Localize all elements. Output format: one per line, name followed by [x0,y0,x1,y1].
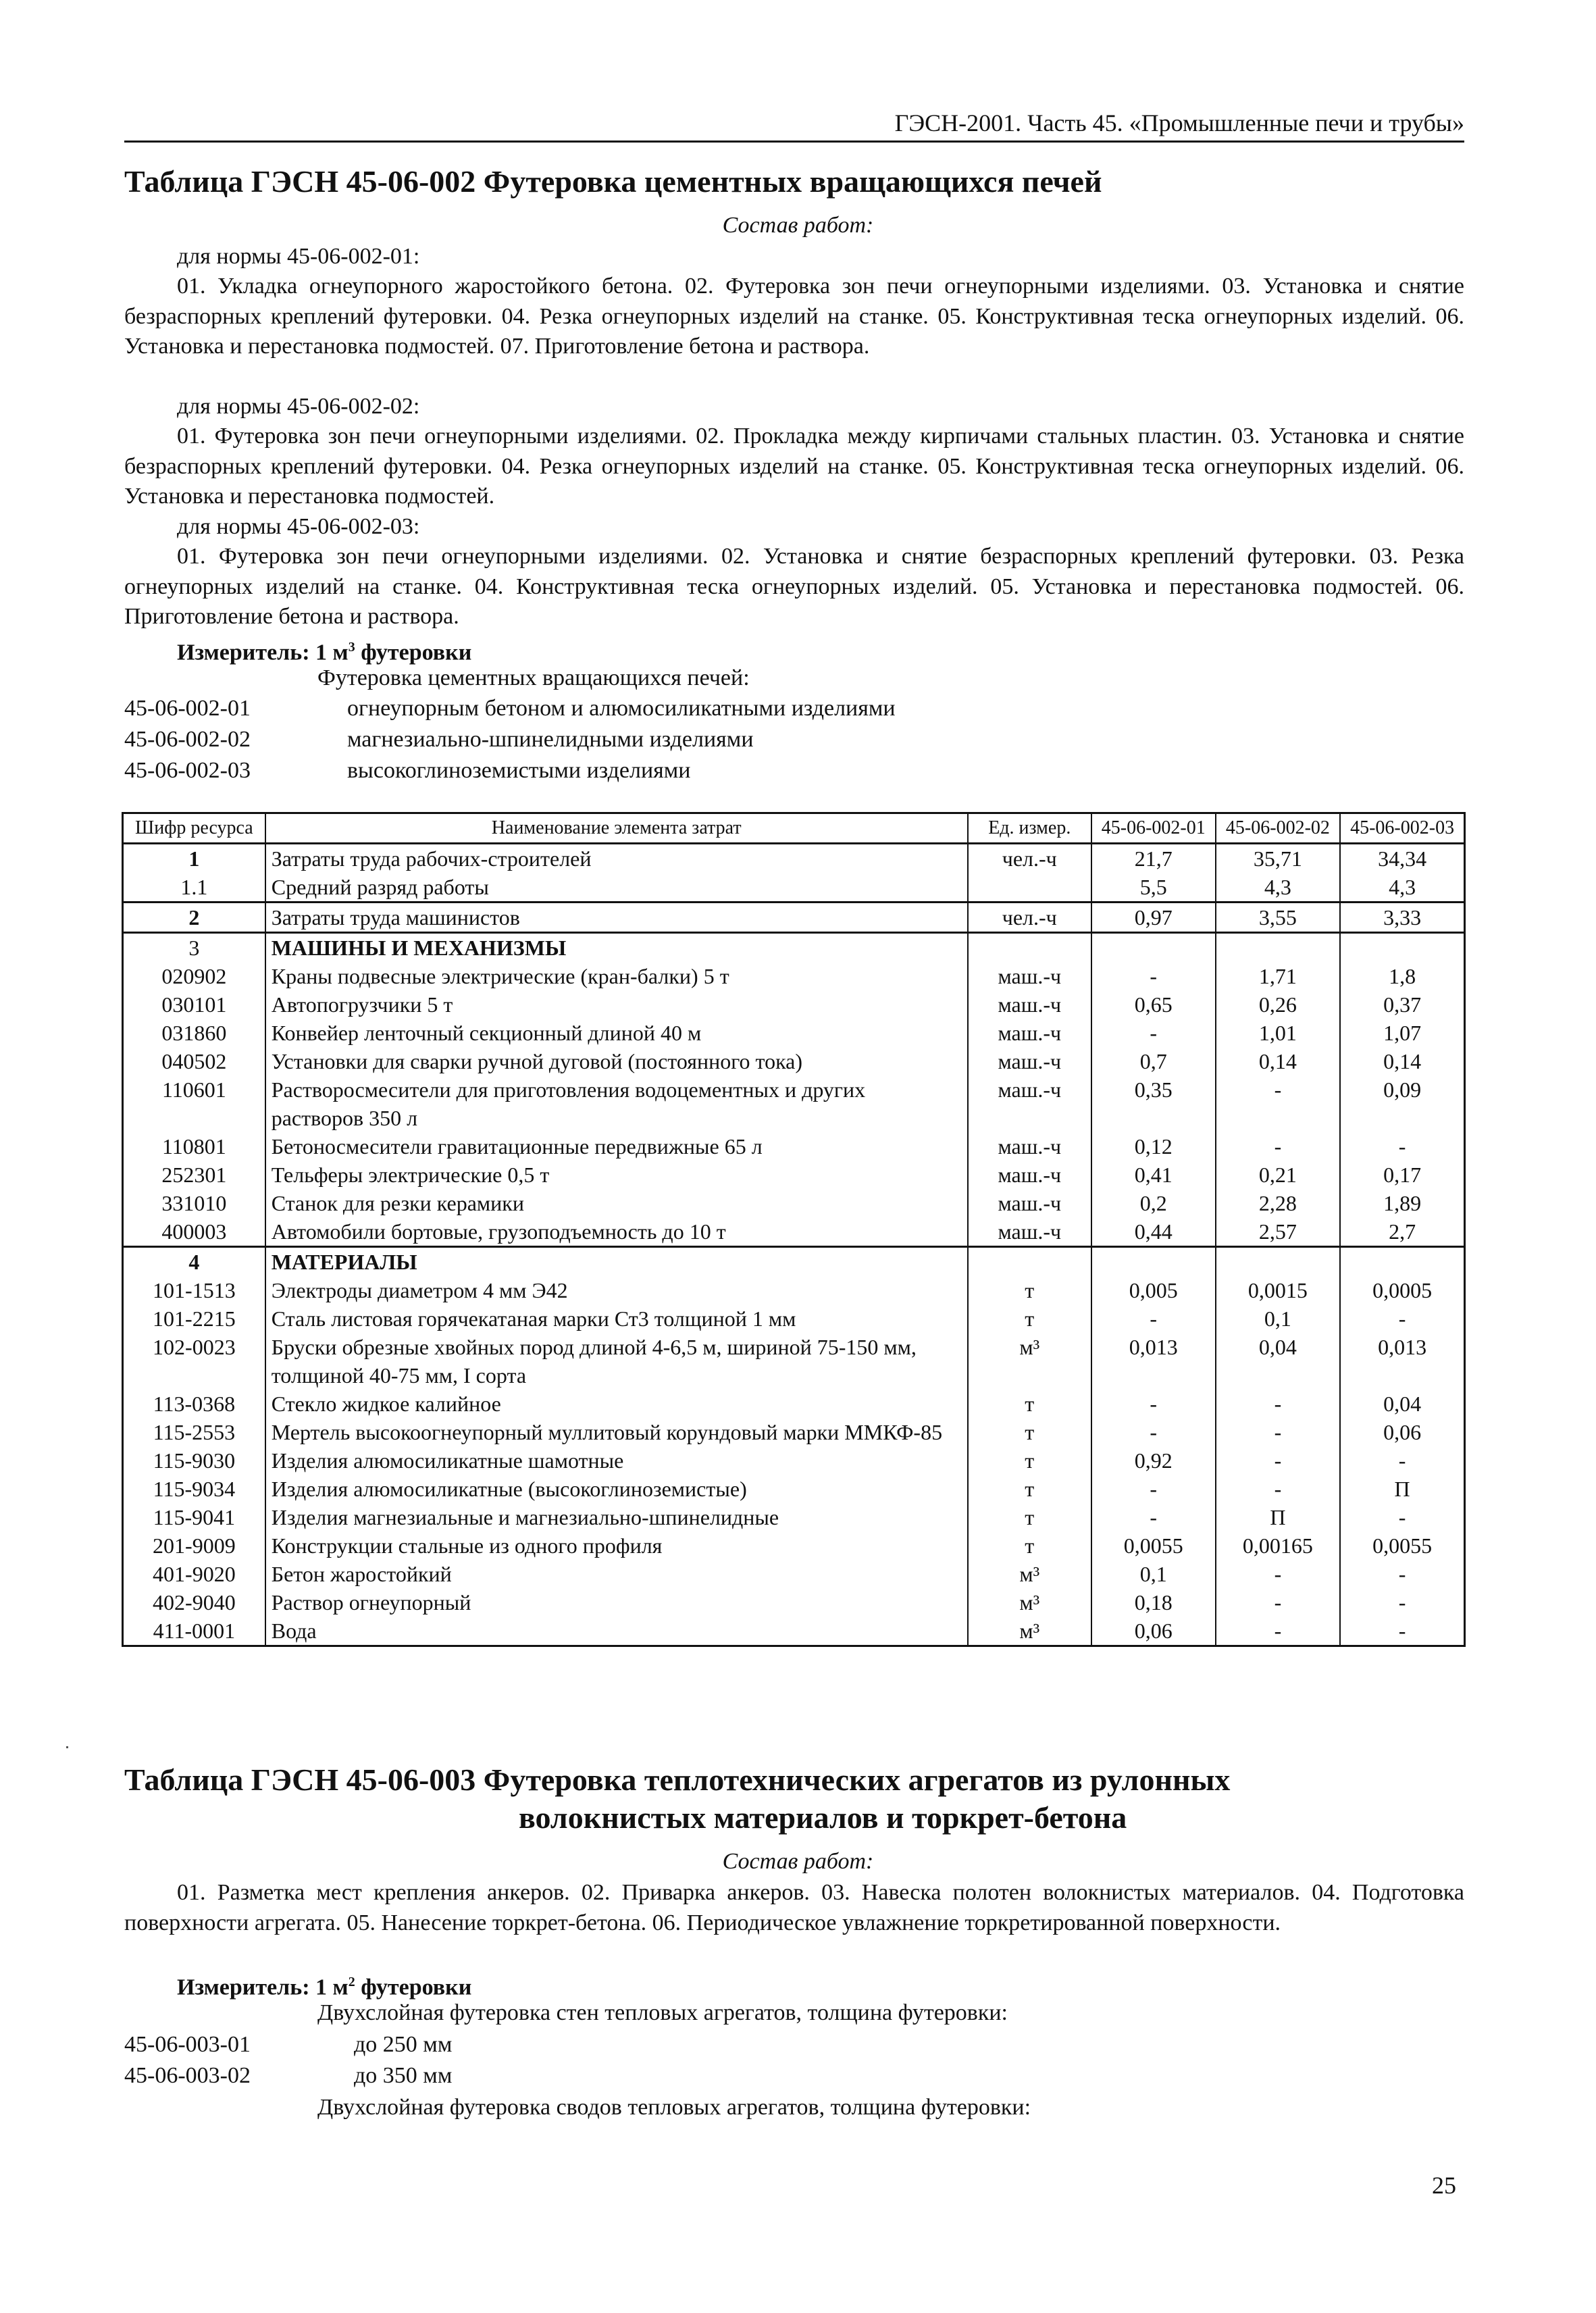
norm-01-value-cell: 21,7 [1091,844,1216,873]
column-header-code: Шифр ресурса [123,813,265,844]
unit-cell: маш.-ч [968,1047,1091,1075]
norm-label-03: для нормы 45-06-002-03: [177,514,420,539]
cost-element-name-cell: Мертель высокоогнеупорный муллитовый корундовый марки ММКФ-85 [265,1418,968,1446]
cost-element-name-cell: Вода [265,1617,968,1646]
variant-text: огнеупорным бетоном и алюмосиликатными изделиями [347,696,896,721]
resource-code-cell: 3 [123,933,265,963]
norm-02-value-cell: - [1216,1588,1341,1617]
norm-02-value-cell: 35,71 [1216,844,1341,873]
resource-code-cell: 101-2215 [123,1304,265,1333]
norm-02-value-cell: - [1216,1418,1341,1446]
norm-02-value-cell: 0,26 [1216,990,1341,1019]
cost-element-name-cell: Краны подвесные электрические (кран-балки) 5 т [265,962,968,990]
unit-cell: маш.-ч [968,1075,1091,1132]
resource-code-cell: 031860 [123,1019,265,1047]
cost-element-name-cell: Затраты труда машинистов [265,903,968,933]
cost-element-name-cell: Изделия магнезиальные и магнезиально-шпинелидные [265,1503,968,1531]
norm-01-value-cell: 0,41 [1091,1161,1216,1189]
cost-element-name-cell: Средний разряд работы [265,873,968,903]
table-row [123,1075,1465,1132]
resource-code-cell: 102-0023 [123,1333,265,1390]
table-section-row [123,933,1465,963]
norm-03-value-cell [1340,933,1464,963]
unit-cell: т [968,1390,1091,1418]
cost-element-name-cell: Установки для сварки ручной дуговой (постоянного тока) [265,1047,968,1075]
running-header: ГЭСН-2001. Часть 45. «Промышленные печи и трубы» [124,108,1464,143]
table-body [123,844,1465,1646]
unit-cell: т [968,1475,1091,1503]
norm-01-value-cell: 0,97 [1091,903,1216,933]
cost-element-name-cell: Станок для резки керамики [265,1189,968,1217]
unit-cell: маш.-ч [968,1189,1091,1217]
meter-prefix: Измеритель: 1 м [177,640,349,665]
table-row [123,1333,1465,1390]
norm-03-value-cell: 0,0055 [1340,1531,1464,1560]
norm-03-value-cell: 0,06 [1340,1418,1464,1446]
norm-03-value-cell: 0,013 [1340,1333,1464,1390]
norm-01-value-cell: 0,1 [1091,1560,1216,1588]
unit-cell: м³ [968,1617,1091,1646]
table-003-title-line1: Таблица ГЭСН 45-06-003 Футеровка теплотехнических агрегатов из рулонных [124,1762,1231,1797]
table-section-row [123,1247,1465,1277]
resource-code-cell: 110601 [123,1075,265,1132]
norm-03-value-cell: 0,14 [1340,1047,1464,1075]
variant-code: 45-06-002-01 [124,696,251,721]
norm-03-value-cell: 1,89 [1340,1189,1464,1217]
norm-02-value-cell: - [1216,1446,1341,1475]
norm-03-value-cell: - [1340,1503,1464,1531]
norm-02-value-cell: 4,3 [1216,873,1341,903]
table-row [123,1189,1465,1217]
scan-artifact [66,1746,68,1748]
cost-element-name-cell: Бетон жаростойкий [265,1560,968,1588]
meter-suffix: футеровки [355,1975,472,2000]
unit-cell: м³ [968,1333,1091,1390]
table-row [123,1132,1465,1161]
column-header-norm-03: 45-06-002-03 [1340,813,1464,844]
norm-02-value-cell: 0,0015 [1216,1276,1341,1304]
unit-cell: маш.-ч [968,1217,1091,1247]
table-row [123,1588,1465,1617]
resource-code-cell: 401-9020 [123,1560,265,1588]
table-row [123,1617,1465,1646]
resource-code-cell: 115-2553 [123,1418,265,1446]
table-003-walls-caption: Двухслойная футеровка стен тепловых агрегатов, толщина футеровки: [317,2000,1008,2025]
column-header-norm-02: 45-06-002-02 [1216,813,1341,844]
norm-works-02: 01. Футеровка зон печи огнеупорными изделиями. 02. Прокладка между кирпичами стальных пластин. 03. Установка и снятие безраспорных креплений футеровки. 04. Резка огнеупорных изделий на станке. 05. Конструктивная теска огнеупорных изделий. 06. Установка и перестановка подмостей. [124,424,1464,509]
cost-element-name-cell: Бетоносмесители гравитационные передвижные 65 л [265,1132,968,1161]
norm-01-value-cell: 0,2 [1091,1189,1216,1217]
resource-code-cell: 4 [123,1247,265,1277]
resource-code-cell: 101-1513 [123,1276,265,1304]
norm-03-value-cell: 1,07 [1340,1019,1464,1047]
norm-01-value-cell: - [1091,1019,1216,1047]
table-003-title-line2: волокнистых материалов и торкрет-бетона [519,1800,1127,1835]
resource-code-cell: 115-9030 [123,1446,265,1475]
unit-cell [968,873,1091,903]
table-row [123,1503,1465,1531]
resource-code-cell: 252301 [123,1161,265,1189]
resource-code-cell: 402-9040 [123,1588,265,1617]
norm-02-value-cell: 0,14 [1216,1047,1341,1075]
norm-03-value-cell: - [1340,1560,1464,1588]
table-row [123,1276,1465,1304]
norm-02-value-cell: 1,01 [1216,1019,1341,1047]
table-row [123,1418,1465,1446]
unit-cell: т [968,1418,1091,1446]
resource-code-cell: 030101 [123,990,265,1019]
norm-02-value-cell: 3,55 [1216,903,1341,933]
resource-code-cell: 113-0368 [123,1390,265,1418]
table-row [123,1475,1465,1503]
resource-code-cell: 020902 [123,962,265,990]
unit-cell: т [968,1304,1091,1333]
norm-03-value-cell: 0,09 [1340,1075,1464,1132]
unit-cell: чел.-ч [968,844,1091,873]
norm-01-value-cell: 0,92 [1091,1446,1216,1475]
norm-01-value-cell: 0,18 [1091,1588,1216,1617]
norm-01-value-cell: 0,0055 [1091,1531,1216,1560]
norm-03-value-cell: - [1340,1446,1464,1475]
page-number: 25 [1432,2172,1456,2199]
norm-01-value-cell [1091,933,1216,963]
resource-code-cell: 2 [123,903,265,933]
norm-03-value-cell: - [1340,1132,1464,1161]
unit-cell: чел.-ч [968,903,1091,933]
cost-element-name-cell: МАТЕРИАЛЫ [265,1247,968,1277]
variant-code: 45-06-003-01 [124,2032,251,2057]
norm-03-value-cell: 1,8 [1340,962,1464,990]
norm-02-value-cell: 2,28 [1216,1189,1341,1217]
table-row [123,1217,1465,1247]
resource-code-cell: 040502 [123,1047,265,1075]
unit-cell: маш.-ч [968,1161,1091,1189]
unit-cell: т [968,1531,1091,1560]
norm-02-value-cell: - [1216,1617,1341,1646]
resource-code-cell: 115-9041 [123,1503,265,1531]
norm-01-value-cell: 0,005 [1091,1276,1216,1304]
norm-02-value-cell: 0,21 [1216,1161,1341,1189]
unit-cell: маш.-ч [968,990,1091,1019]
column-header-name: Наименование элемента затрат [265,813,968,844]
column-header-norm-01: 45-06-002-01 [1091,813,1216,844]
norm-02-value-cell: - [1216,1390,1341,1418]
unit-cell: маш.-ч [968,1132,1091,1161]
table-003-works-text: 01. Разметка мест крепления анкеров. 02. Приварка анкеров. 03. Навеска полотен волокнистых материалов. 04. Подготовка поверхности агрегата. 05. Нанесение торкрет-бетона. 06. Периодическое увлажнение торкретированной поверхности. [124,1880,1464,1935]
table-003-meter [177,1967,471,2002]
variant-text: высокоглиноземистыми изделиями [347,758,691,783]
variant-code: 45-06-003-02 [124,2063,251,2088]
unit-cell [968,1247,1091,1277]
norm-02-value-cell: 1,71 [1216,962,1341,990]
resource-code-cell: 331010 [123,1189,265,1217]
norm-03-value-cell: - [1340,1617,1464,1646]
table-row [123,1390,1465,1418]
norm-03-value-cell: 2,7 [1340,1217,1464,1247]
variant-row [124,755,691,786]
resource-code-cell: 411-0001 [123,1617,265,1646]
norm-03-value-cell [1340,1247,1464,1277]
table-003-works-caption: Состав работ: [722,1849,874,1874]
norm-03-value-cell: 34,34 [1340,844,1464,873]
table-row [123,1560,1465,1588]
table-header-row [123,813,1465,844]
unit-cell [968,933,1091,963]
norm-label-02: для нормы 45-06-002-02: [177,394,420,419]
norm-01-value-cell: - [1091,1503,1216,1531]
norm-works-03: 01. Футеровка зон печи огнеупорными изделиями. 02. Установка и снятие безраспорных креплений футеровки. 03. Резка огнеупорных изделий на станке. 04. Конструктивная теска огнеупорных изделий. 05. Установка и перестановка подмостей. 06. Приготовление бетона и раствора. [124,544,1464,629]
table-002-works-caption: Состав работ: [722,213,874,238]
norm-01-value-cell: 0,7 [1091,1047,1216,1075]
norm-03-value-cell: 4,3 [1340,873,1464,903]
unit-cell: т [968,1276,1091,1304]
norm-label-01: для нормы 45-06-002-01: [177,244,420,269]
cost-element-name-cell: Сталь листовая горячекатаная марки Ст3 толщиной 1 мм [265,1304,968,1333]
variant-row [124,693,896,724]
norm-01-value-cell: - [1091,1304,1216,1333]
unit-cell: маш.-ч [968,1019,1091,1047]
norm-01-value-cell: 0,35 [1091,1075,1216,1132]
table-002-meter [177,632,471,667]
table-row [123,1531,1465,1560]
variant-code: 45-06-002-03 [124,758,251,783]
resources-table [122,812,1466,1647]
table-row [123,903,1465,933]
norm-01-value-cell: 0,06 [1091,1617,1216,1646]
column-header-unit: Ед. измер. [968,813,1091,844]
cost-element-name-cell: МАШИНЫ И МЕХАНИЗМЫ [265,933,968,963]
table-row [123,990,1465,1019]
norm-02-value-cell: П [1216,1503,1341,1531]
norm-01-value-cell: 0,65 [1091,990,1216,1019]
norm-03-value-cell: 0,17 [1340,1161,1464,1189]
cost-element-name-cell: Растворосмесители для приготовления водоцементных и других растворов 350 л [265,1075,968,1132]
norm-01-value-cell [1091,1247,1216,1277]
table-003-vaults-caption: Двухслойная футеровка сводов тепловых агрегатов, толщина футеровки: [317,2095,1031,2120]
norm-01-value-cell: - [1091,962,1216,990]
cost-element-name-cell: Раствор огнеупорный [265,1588,968,1617]
resource-code-cell: 110801 [123,1132,265,1161]
norm-03-value-cell: П [1340,1475,1464,1503]
table-row [123,1304,1465,1333]
cost-element-name-cell: Затраты труда рабочих-строителей [265,844,968,873]
norm-03-value-cell: 0,04 [1340,1390,1464,1418]
variant-code: 45-06-002-02 [124,727,251,752]
unit-cell: м³ [968,1560,1091,1588]
cost-element-name-cell: Автопогрузчики 5 т [265,990,968,1019]
variant-row [124,724,754,755]
norm-02-value-cell: - [1216,1475,1341,1503]
variant-text: до 250 мм [354,2032,453,2057]
norm-02-value-cell: - [1216,1560,1341,1588]
meter-exponent: 3 [348,640,355,655]
norm-02-value-cell: 2,57 [1216,1217,1341,1247]
unit-cell: м³ [968,1588,1091,1617]
table-row [123,844,1465,873]
variant-row [124,2029,452,2060]
cost-element-name-cell: Бруски обрезные хвойных пород длиной 4-6,5 м, шириной 75-150 мм, толщиной 40-75 мм, I сорта [265,1333,968,1390]
norm-03-value-cell: 0,0005 [1340,1276,1464,1304]
cost-element-name-cell: Изделия алюмосиликатные шамотные [265,1446,968,1475]
norm-01-value-cell: - [1091,1475,1216,1503]
variant-text: магнезиально-шпинелидными изделиями [347,727,754,752]
meter-prefix: Измеритель: 1 м [177,1975,349,2000]
norm-01-value-cell: 5,5 [1091,873,1216,903]
resource-code-cell: 400003 [123,1217,265,1247]
norm-03-value-cell: 0,37 [1340,990,1464,1019]
cost-element-name-cell: Изделия алюмосиликатные (высокоглиноземистые) [265,1475,968,1503]
meter-suffix: футеровки [355,640,472,665]
unit-cell: т [968,1446,1091,1475]
norm-02-value-cell [1216,1247,1341,1277]
norm-02-value-cell: - [1216,1132,1341,1161]
resource-code-cell: 1.1 [123,873,265,903]
norm-02-value-cell [1216,933,1341,963]
resource-code-cell: 115-9034 [123,1475,265,1503]
norm-01-value-cell: - [1091,1390,1216,1418]
norm-02-value-cell: 0,04 [1216,1333,1341,1390]
norm-03-value-cell: 3,33 [1340,903,1464,933]
resource-code-cell: 1 [123,844,265,873]
cost-element-name-cell: Конвейер ленточный секционный длиной 40 м [265,1019,968,1047]
table-002-title: Таблица ГЭСН 45-06-002 Футеровка цементных вращающихся печей [124,164,1102,199]
norm-01-value-cell: - [1091,1418,1216,1446]
table-row [123,873,1465,903]
norm-works-01: 01. Укладка огнеупорного жаростойкого бетона. 02. Футеровка зон печи огнеупорными изделиями. 03. Установка и снятие безраспорных креплений футеровки. 04. Резка огнеупорных изделий на станке. 05. Конструктивная теска огнеупорных изделий. 06. Установка и перестановка подмостей. 07. Приготовление бетона и раствора. [124,274,1464,359]
table-row [123,1019,1465,1047]
norm-01-value-cell: 0,44 [1091,1217,1216,1247]
variant-row [124,2060,452,2091]
table-row [123,1047,1465,1075]
norm-03-value-cell: - [1340,1588,1464,1617]
resource-code-cell: 201-9009 [123,1531,265,1560]
cost-element-name-cell: Стекло жидкое калийное [265,1390,968,1418]
table-row [123,1161,1465,1189]
norm-01-value-cell: 0,013 [1091,1333,1216,1390]
table-002-group-caption: Футеровка цементных вращающихся печей: [317,665,750,690]
cost-element-name-cell: Электроды диаметром 4 мм Э42 [265,1276,968,1304]
cost-element-name-cell: Автомобили бортовые, грузоподъемность до 10 т [265,1217,968,1247]
table-row [123,1446,1465,1475]
unit-cell: т [968,1503,1091,1531]
table-row [123,962,1465,990]
norm-02-value-cell: 0,1 [1216,1304,1341,1333]
cost-element-name-cell: Конструкции стальные из одного профиля [265,1531,968,1560]
norm-02-value-cell: - [1216,1075,1341,1132]
cost-element-name-cell: Тельферы электрические 0,5 т [265,1161,968,1189]
norm-01-value-cell: 0,12 [1091,1132,1216,1161]
norm-02-value-cell: 0,00165 [1216,1531,1341,1560]
variant-text: до 350 мм [354,2063,453,2088]
norm-03-value-cell: - [1340,1304,1464,1333]
unit-cell: маш.-ч [968,962,1091,990]
meter-exponent: 2 [348,1975,355,1989]
